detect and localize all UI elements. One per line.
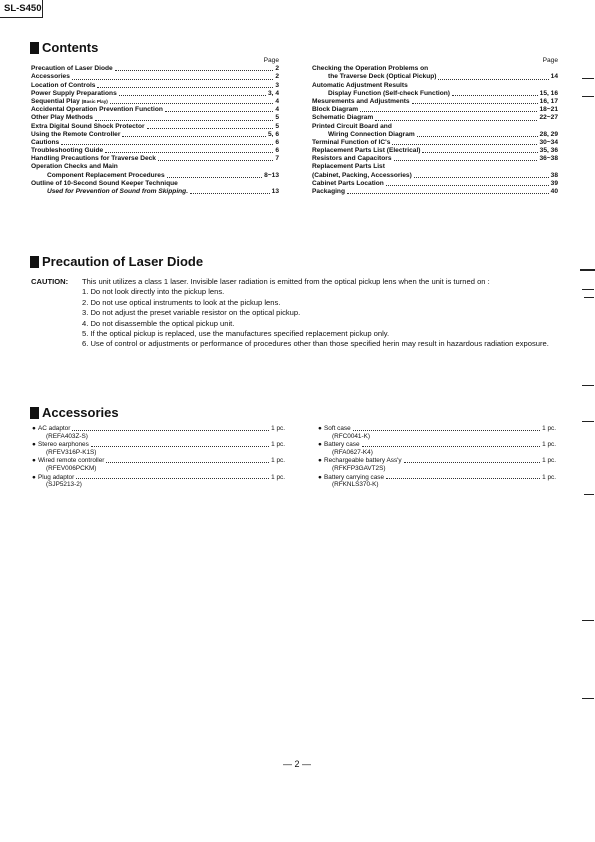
accessory-item bbox=[318, 441, 556, 456]
accessory-line bbox=[318, 425, 556, 433]
dot-leader bbox=[414, 177, 549, 178]
toc-entry bbox=[312, 82, 558, 90]
accessories-title: Accessories bbox=[42, 405, 119, 420]
toc-entry-title: Extra Digital Sound Shock Protector bbox=[31, 122, 145, 130]
accessories-heading bbox=[30, 405, 119, 420]
caution-item: 1. Do not look directly into the pickup lens. bbox=[82, 287, 225, 297]
accessory-item bbox=[32, 441, 285, 456]
toc-entry bbox=[31, 82, 279, 90]
toc-entry-title: Wiring Connection Diagram bbox=[328, 130, 415, 138]
toc-entry bbox=[31, 114, 279, 122]
toc-entry-page: 6 bbox=[275, 147, 279, 155]
toc-entry bbox=[31, 123, 279, 131]
toc-entry bbox=[312, 155, 558, 163]
accessory-part-number: (RFA0627-K4) bbox=[332, 448, 373, 456]
toc-entry-title: Replacement Parts List bbox=[312, 163, 385, 171]
accessory-name: Plug adaptor bbox=[38, 473, 75, 481]
dot-leader bbox=[119, 95, 266, 96]
dot-leader bbox=[106, 462, 269, 463]
accessory-line bbox=[32, 425, 285, 433]
toc-entry-page: 6 bbox=[275, 138, 279, 146]
accessory-part-number: (SJP5213-2) bbox=[46, 481, 82, 489]
toc-entry-title: Packaging bbox=[312, 188, 345, 195]
toc-left-column bbox=[31, 57, 279, 196]
toc-entry-title: Mesurements and Adjustments bbox=[312, 97, 410, 105]
toc-entry-title: Other Play Methods bbox=[31, 114, 93, 122]
dot-leader bbox=[105, 152, 273, 153]
bullet-icon: ● bbox=[318, 441, 322, 449]
toc-entry-page: 7 bbox=[275, 155, 279, 163]
dot-leader bbox=[72, 79, 273, 80]
toc-entry-page: 8~13 bbox=[264, 171, 279, 179]
dot-leader bbox=[122, 136, 266, 137]
accessory-item bbox=[318, 474, 556, 489]
toc-entry-title: Schematic Diagram bbox=[312, 114, 374, 122]
accessory-part-number: (RFKNLS370-K) bbox=[332, 481, 379, 489]
accessory-line bbox=[32, 457, 285, 465]
accessory-qty: 1 pc. bbox=[271, 457, 285, 465]
edge-mark bbox=[582, 78, 594, 79]
dot-leader bbox=[72, 430, 269, 431]
caution-item: 6. Use of control or adjustments or performance of procedures other than those specified herin may result in hazardous radiation exposure. bbox=[82, 339, 549, 349]
caution-item: 2. Do not use optical instruments to look at the pickup lens. bbox=[82, 297, 281, 307]
toc-entry bbox=[312, 114, 558, 122]
toc-entry-title: Outline of 10-Second Sound Keeper Technique bbox=[31, 179, 178, 187]
accessory-name: Wired remote controller bbox=[38, 457, 105, 465]
toc-entry bbox=[31, 155, 279, 163]
accessory-part-number: (REFA403Z-S) bbox=[46, 432, 88, 440]
accessory-name: Rechargeable battery Ass'y bbox=[324, 457, 402, 465]
toc-entry bbox=[31, 131, 279, 139]
dot-leader bbox=[392, 144, 537, 145]
accessory-part-number: (RFEV316P-K1S) bbox=[46, 448, 97, 456]
toc-entry-title: Terminal Function of IC's bbox=[312, 138, 391, 146]
caution-item: 5. If the optical pickup is replaced, use the manufactures specified replacement pickup only. bbox=[82, 329, 390, 339]
dot-leader bbox=[412, 103, 538, 104]
toc-entry-page: 28, 29 bbox=[539, 130, 558, 138]
dot-leader bbox=[115, 70, 274, 71]
toc-entry bbox=[31, 73, 279, 81]
accessory-item bbox=[318, 425, 556, 440]
bullet-icon: ● bbox=[318, 457, 322, 465]
toc-entry-page: 16, 17 bbox=[539, 97, 558, 105]
toc-entry-title: the Traverse Deck (Optical Pickup) bbox=[328, 73, 437, 81]
accessory-item bbox=[32, 457, 285, 472]
toc-entry-page: 15, 16 bbox=[539, 89, 558, 97]
accessory-qty: 1 pc. bbox=[271, 473, 285, 481]
dot-leader bbox=[452, 95, 538, 96]
toc-entry-title: Component Replacement Procedures bbox=[47, 171, 165, 179]
caution-item: 4. Do not disassemble the optical pickup unit. bbox=[82, 318, 235, 328]
toc-entry bbox=[31, 106, 279, 114]
model-label: SL-S450 bbox=[0, 0, 43, 18]
toc-entry bbox=[312, 98, 558, 106]
toc-entry-page: 2 bbox=[275, 65, 279, 73]
dot-leader bbox=[360, 111, 537, 112]
toc-entry-title: Replacement Parts List (Electrical) bbox=[312, 147, 421, 155]
accessory-name: Battery carrying case bbox=[324, 473, 385, 481]
section-marker bbox=[30, 256, 39, 268]
accessory-qty: 1 pc. bbox=[542, 441, 556, 449]
dot-leader bbox=[158, 160, 273, 161]
accessory-name: AC adaptor bbox=[38, 425, 71, 432]
toc-entry-title: Using the Remote Controller bbox=[31, 130, 121, 138]
toc-entry-title: Used for Prevention of Sound from Skipping. bbox=[47, 188, 189, 195]
toc-entry bbox=[312, 139, 558, 147]
edge-mark bbox=[582, 96, 594, 97]
toc-entry-title: Power Supply Preparations bbox=[31, 89, 117, 97]
dot-leader bbox=[404, 462, 541, 463]
toc-entry-title: Resistors and Capacitors bbox=[312, 155, 392, 163]
toc-entry-page: 18~21 bbox=[539, 106, 558, 114]
bullet-icon: ● bbox=[32, 457, 36, 465]
caution-block bbox=[31, 277, 566, 350]
dot-leader bbox=[95, 120, 273, 121]
toc-entry-title: Block Diagram bbox=[312, 106, 359, 114]
toc-entry-page: 36~38 bbox=[539, 155, 558, 163]
dot-leader bbox=[417, 136, 538, 137]
bullet-icon: ● bbox=[32, 441, 36, 449]
toc-entry-note: (Basic Play) bbox=[81, 98, 108, 104]
page-number: — 2 — bbox=[283, 759, 312, 769]
accessory-part-number: (RFC0041-K) bbox=[332, 432, 370, 440]
dot-leader bbox=[91, 446, 269, 447]
accessory-line bbox=[32, 441, 285, 449]
edge-mark bbox=[584, 297, 594, 298]
bullet-icon: ● bbox=[318, 425, 322, 432]
accessory-qty: 1 pc. bbox=[271, 425, 285, 432]
toc-right-column bbox=[312, 57, 558, 196]
caution-list bbox=[82, 287, 566, 349]
contents-title: Contents bbox=[42, 40, 99, 55]
toc-entry bbox=[31, 163, 279, 171]
toc-entry-title: Checking the Operation Problems on bbox=[312, 65, 429, 73]
toc-entry-page: 30~34 bbox=[539, 138, 558, 146]
edge-mark bbox=[582, 620, 594, 621]
toc-entry bbox=[312, 188, 558, 196]
toc-entry-page: 5 bbox=[275, 122, 279, 130]
dot-leader bbox=[167, 177, 263, 178]
toc-entry-title: Precaution of Laser Diode bbox=[31, 65, 113, 73]
accessories-left-column bbox=[32, 425, 285, 490]
caution-intro: This unit utilizes a class 1 laser. Invisible laser radiation is emitted from the optical pickup lens when the unit is turned on : bbox=[82, 277, 490, 286]
bullet-icon: ● bbox=[32, 425, 36, 432]
toc-entry-page: 39 bbox=[550, 179, 558, 187]
toc-entry bbox=[312, 163, 558, 171]
dot-leader bbox=[375, 120, 537, 121]
accessory-item bbox=[32, 425, 285, 440]
toc-entry-title: Operation Checks and Main bbox=[31, 163, 118, 171]
accessory-line bbox=[318, 474, 556, 482]
dot-leader bbox=[394, 160, 538, 161]
toc-entry bbox=[31, 90, 279, 98]
accessories-right-column bbox=[318, 425, 556, 490]
caution-item: 3. Do not adjust the preset variable resistor on the optical pickup. bbox=[82, 308, 301, 318]
bullet-icon: ● bbox=[32, 473, 36, 481]
toc-entry bbox=[312, 65, 558, 73]
contents-heading bbox=[30, 40, 98, 55]
toc-entry bbox=[312, 180, 558, 188]
toc-entry-title: Cabinet Parts Location bbox=[312, 179, 384, 187]
accessory-item bbox=[32, 474, 285, 489]
edge-mark bbox=[582, 421, 594, 422]
toc-entry-page: 5, 6 bbox=[268, 130, 279, 138]
toc-entry bbox=[312, 90, 558, 98]
toc-entry-page: 3, 4 bbox=[268, 89, 279, 97]
toc-entry-page: 38 bbox=[550, 171, 558, 179]
toc-entry-page: 5 bbox=[275, 114, 279, 122]
page-column-header: Page bbox=[263, 57, 279, 64]
edge-mark bbox=[582, 698, 594, 699]
section-marker bbox=[30, 407, 39, 419]
accessory-item bbox=[318, 457, 556, 472]
toc-entry bbox=[31, 65, 279, 73]
dot-leader bbox=[438, 79, 548, 80]
edge-mark bbox=[584, 494, 594, 495]
toc-entry bbox=[31, 172, 279, 180]
dot-leader bbox=[386, 478, 540, 479]
toc-entry bbox=[312, 172, 558, 180]
edge-mark bbox=[580, 269, 595, 271]
accessory-part-number: (RFEV006PCKM) bbox=[46, 464, 97, 472]
toc-entry-title: Location of Controls bbox=[31, 81, 96, 89]
dot-leader bbox=[165, 111, 273, 112]
toc-entry-page: 4 bbox=[275, 97, 279, 105]
toc-entry-title: Troubleshooting Guide bbox=[31, 147, 104, 155]
toc-entry bbox=[312, 147, 558, 155]
dot-leader bbox=[353, 430, 540, 431]
bullet-icon: ● bbox=[318, 473, 322, 481]
edge-mark bbox=[582, 289, 594, 290]
accessory-line bbox=[32, 474, 285, 482]
accessory-qty: 1 pc. bbox=[271, 441, 285, 449]
accessory-line bbox=[318, 441, 556, 449]
accessory-part-number: (RFKFP3GAVT2S) bbox=[332, 464, 386, 472]
toc-entry-title: (Cabinet, Packing, Accessories) bbox=[312, 171, 412, 179]
accessory-qty: 1 pc. bbox=[542, 425, 556, 432]
toc-entry-page: 35, 36 bbox=[539, 147, 558, 155]
toc-entry bbox=[312, 106, 558, 114]
dot-leader bbox=[347, 193, 549, 194]
toc-entry-page: 14 bbox=[550, 73, 558, 81]
dot-leader bbox=[386, 185, 549, 186]
toc-entry bbox=[31, 98, 279, 106]
laser-heading bbox=[30, 254, 203, 269]
toc-entry-page: 22~27 bbox=[539, 114, 558, 122]
accessory-qty: 1 pc. bbox=[542, 457, 556, 465]
toc-entry-page: 2 bbox=[275, 73, 279, 81]
toc-entry-title: Accidental Operation Prevention Function bbox=[31, 106, 163, 114]
toc-entry bbox=[312, 123, 558, 131]
dot-leader bbox=[362, 446, 541, 447]
toc-entry bbox=[312, 73, 558, 81]
dot-leader bbox=[61, 144, 273, 145]
edge-mark bbox=[582, 385, 594, 386]
dot-leader bbox=[110, 103, 274, 104]
accessory-name: Stereo earphones bbox=[38, 441, 89, 449]
dot-leader bbox=[147, 128, 274, 129]
toc-entry-page: 3 bbox=[275, 81, 279, 89]
toc-entry-title: Accessories bbox=[31, 73, 70, 81]
toc-entry-title: Handling Precautions for Traverse Deck bbox=[31, 155, 156, 163]
toc-entry bbox=[31, 188, 279, 196]
caution-label: CAUTION: bbox=[31, 277, 69, 286]
dot-leader bbox=[76, 478, 269, 479]
toc-entry-title: Cautions bbox=[31, 138, 60, 146]
accessory-line bbox=[318, 457, 556, 465]
dot-leader bbox=[97, 87, 273, 88]
toc-entry bbox=[312, 131, 558, 139]
accessory-qty: 1 pc. bbox=[542, 473, 556, 481]
toc-entry-page: 13 bbox=[271, 188, 279, 195]
page-column-header: Page bbox=[542, 57, 558, 64]
dot-leader bbox=[190, 193, 270, 194]
toc-entry bbox=[31, 147, 279, 155]
laser-title: Precaution of Laser Diode bbox=[42, 254, 204, 269]
toc-entry bbox=[31, 180, 279, 188]
toc-entry-title: Automatic Adjustment Results bbox=[312, 81, 408, 89]
toc-entry bbox=[31, 139, 279, 147]
toc-entry-title: Printed Circuit Board and bbox=[312, 122, 392, 130]
accessory-name: Soft case bbox=[324, 425, 351, 432]
toc-entry-title: Display Function (Self-check Function) bbox=[328, 89, 450, 97]
toc-entry-page: 4 bbox=[275, 106, 279, 114]
dot-leader bbox=[422, 152, 537, 153]
section-marker bbox=[30, 42, 39, 54]
toc-entry-title: Sequential Play bbox=[31, 97, 80, 105]
toc-entry-page: 40 bbox=[550, 188, 558, 195]
accessory-name: Battery case bbox=[324, 441, 360, 449]
